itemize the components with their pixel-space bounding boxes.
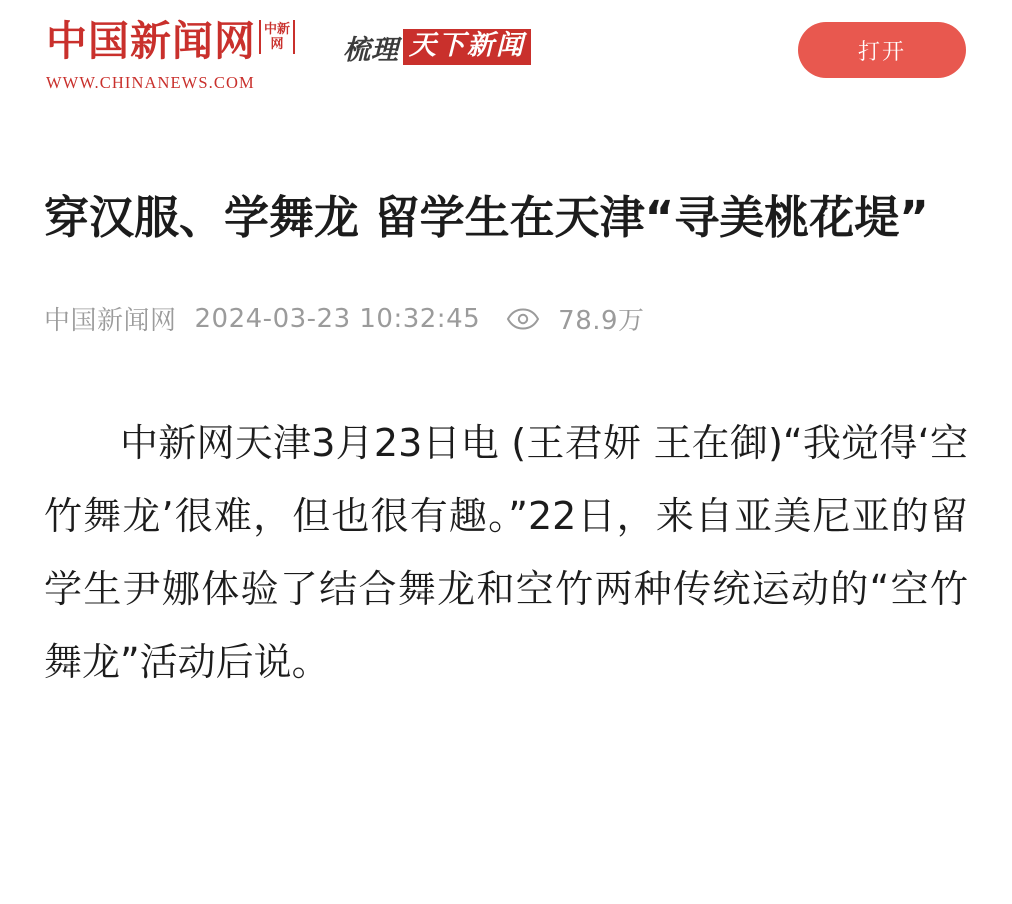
article-timestamp: 2024-03-23 10:32:45 bbox=[194, 303, 481, 334]
open-app-button[interactable]: 打开 bbox=[798, 22, 966, 78]
eye-icon bbox=[506, 308, 540, 330]
site-header bbox=[0, 0, 1012, 128]
article-source: 中国新闻网 bbox=[44, 306, 177, 336]
slogan-badge-text: 天下新闻 bbox=[403, 29, 531, 65]
site-slogan bbox=[343, 26, 531, 68]
slogan-plain-text: 梳理 bbox=[343, 34, 399, 66]
site-logo[interactable] bbox=[46, 18, 295, 93]
view-count: 78.9万 bbox=[558, 306, 645, 336]
brand-side-label: 中新网 bbox=[259, 20, 295, 54]
article-container bbox=[0, 180, 1012, 699]
article-meta bbox=[44, 300, 968, 337]
brand-main bbox=[46, 18, 256, 93]
article-body: 中新网天津3月23日电 (王君妍 王在御)“我觉得‘空竹舞龙’很难，但也很有趣。”22日，来自亚美尼亚的留学生尹娜体验了结合舞龙和空竹两种传统运动的“空竹舞龙”活动后说。 bbox=[44, 421, 968, 684]
page-title: 穿汉服、学舞龙 留学生在天津“寻美桃花堤” bbox=[44, 191, 929, 244]
brand-url: WWW.CHINANEWS.COM bbox=[46, 73, 255, 92]
brand-name: 中国新闻网 bbox=[46, 17, 256, 65]
